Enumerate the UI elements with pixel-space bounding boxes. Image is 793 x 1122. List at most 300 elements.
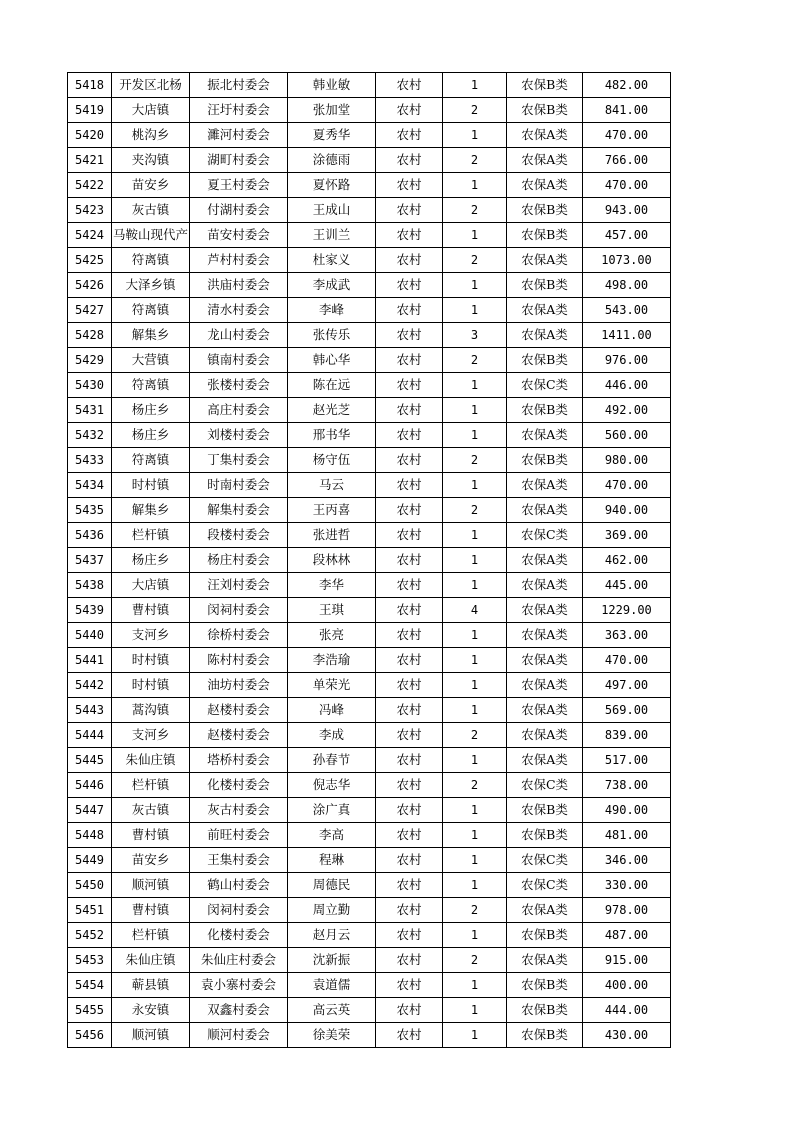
person-name-cell: 张加堂 <box>288 98 376 123</box>
village-committee-cell: 付湖村委会 <box>190 198 288 223</box>
village-committee-cell: 灰古村委会 <box>190 798 288 823</box>
table-row <box>68 773 671 798</box>
household-count-cell: 1 <box>443 373 507 398</box>
insurance-category-cell: 农保B类 <box>507 223 583 248</box>
person-name-cell: 张传乐 <box>288 323 376 348</box>
insurance-category-cell: 农保B类 <box>507 448 583 473</box>
township-cell: 栏杆镇 <box>112 923 190 948</box>
table-row <box>68 248 671 273</box>
record-id-cell: 5423 <box>68 198 112 223</box>
amount-cell: 839.00 <box>583 723 671 748</box>
record-id-cell: 5434 <box>68 473 112 498</box>
amount-cell: 430.00 <box>583 1023 671 1048</box>
amount-cell: 497.00 <box>583 673 671 698</box>
table-row <box>68 1023 671 1048</box>
household-count-cell: 2 <box>443 198 507 223</box>
person-name-cell: 孙春节 <box>288 748 376 773</box>
household-count-cell: 1 <box>443 673 507 698</box>
township-cell: 夹沟镇 <box>112 148 190 173</box>
record-id-cell: 5420 <box>68 123 112 148</box>
household-count-cell: 1 <box>443 523 507 548</box>
village-committee-cell: 镇南村委会 <box>190 348 288 373</box>
person-name-cell: 段林林 <box>288 548 376 573</box>
amount-cell: 1073.00 <box>583 248 671 273</box>
insurance-category-cell: 农保C类 <box>507 523 583 548</box>
person-name-cell: 李浩瑜 <box>288 648 376 673</box>
household-count-cell: 2 <box>443 723 507 748</box>
insurance-category-cell: 农保B类 <box>507 798 583 823</box>
area-type-cell: 农村 <box>376 173 443 198</box>
person-name-cell: 王成山 <box>288 198 376 223</box>
person-name-cell: 高云英 <box>288 998 376 1023</box>
area-type-cell: 农村 <box>376 848 443 873</box>
village-committee-cell: 濉河村委会 <box>190 123 288 148</box>
table-row <box>68 973 671 998</box>
area-type-cell: 农村 <box>376 548 443 573</box>
table-row <box>68 873 671 898</box>
amount-cell: 517.00 <box>583 748 671 773</box>
household-count-cell: 2 <box>443 448 507 473</box>
township-cell: 苗安乡 <box>112 173 190 198</box>
household-count-cell: 1 <box>443 473 507 498</box>
area-type-cell: 农村 <box>376 598 443 623</box>
household-count-cell: 2 <box>443 348 507 373</box>
village-committee-cell: 赵楼村委会 <box>190 723 288 748</box>
household-count-cell: 1 <box>443 223 507 248</box>
area-type-cell: 农村 <box>376 798 443 823</box>
township-cell: 蒿沟镇 <box>112 698 190 723</box>
insurance-category-cell: 农保A类 <box>507 648 583 673</box>
village-committee-cell: 化楼村委会 <box>190 773 288 798</box>
record-id-cell: 5428 <box>68 323 112 348</box>
person-name-cell: 张进哲 <box>288 523 376 548</box>
table-row <box>68 523 671 548</box>
area-type-cell: 农村 <box>376 723 443 748</box>
record-id-cell: 5433 <box>68 448 112 473</box>
record-id-cell: 5447 <box>68 798 112 823</box>
table-row <box>68 273 671 298</box>
insurance-category-cell: 农保B类 <box>507 923 583 948</box>
village-committee-cell: 塔桥村委会 <box>190 748 288 773</box>
household-count-cell: 1 <box>443 423 507 448</box>
township-cell: 符离镇 <box>112 448 190 473</box>
amount-cell: 980.00 <box>583 448 671 473</box>
record-id-cell: 5418 <box>68 73 112 98</box>
area-type-cell: 农村 <box>376 148 443 173</box>
table-row <box>68 448 671 473</box>
area-type-cell: 农村 <box>376 323 443 348</box>
amount-cell: 346.00 <box>583 848 671 873</box>
person-name-cell: 杨守伍 <box>288 448 376 473</box>
record-id-cell: 5441 <box>68 648 112 673</box>
household-count-cell: 1 <box>443 998 507 1023</box>
record-id-cell: 5436 <box>68 523 112 548</box>
area-type-cell: 农村 <box>376 1023 443 1048</box>
table-row <box>68 423 671 448</box>
table-row <box>68 698 671 723</box>
township-cell: 支河乡 <box>112 623 190 648</box>
area-type-cell: 农村 <box>376 498 443 523</box>
village-committee-cell: 湖町村委会 <box>190 148 288 173</box>
township-cell: 解集乡 <box>112 323 190 348</box>
table-row <box>68 723 671 748</box>
insurance-category-cell: 农保C类 <box>507 848 583 873</box>
record-id-cell: 5430 <box>68 373 112 398</box>
household-count-cell: 1 <box>443 648 507 673</box>
township-cell: 符离镇 <box>112 373 190 398</box>
area-type-cell: 农村 <box>376 198 443 223</box>
village-committee-cell: 朱仙庄村委会 <box>190 948 288 973</box>
township-cell: 解集乡 <box>112 498 190 523</box>
insurance-category-cell: 农保C类 <box>507 873 583 898</box>
insurance-category-cell: 农保C类 <box>507 373 583 398</box>
person-name-cell: 王训兰 <box>288 223 376 248</box>
person-name-cell: 冯峰 <box>288 698 376 723</box>
insurance-category-cell: 农保B类 <box>507 73 583 98</box>
area-type-cell: 农村 <box>376 648 443 673</box>
insurance-category-cell: 农保B类 <box>507 1023 583 1048</box>
township-cell: 顺河镇 <box>112 1023 190 1048</box>
record-id-cell: 5435 <box>68 498 112 523</box>
household-count-cell: 1 <box>443 748 507 773</box>
amount-cell: 492.00 <box>583 398 671 423</box>
village-committee-cell: 洪庙村委会 <box>190 273 288 298</box>
table-row <box>68 823 671 848</box>
amount-cell: 978.00 <box>583 898 671 923</box>
village-committee-cell: 闵祠村委会 <box>190 598 288 623</box>
village-committee-cell: 顺河村委会 <box>190 1023 288 1048</box>
township-cell: 曹村镇 <box>112 598 190 623</box>
person-name-cell: 涂广真 <box>288 798 376 823</box>
record-id-cell: 5437 <box>68 548 112 573</box>
amount-cell: 481.00 <box>583 823 671 848</box>
table-row <box>68 148 671 173</box>
village-committee-cell: 振北村委会 <box>190 73 288 98</box>
amount-cell: 738.00 <box>583 773 671 798</box>
person-name-cell: 陈在远 <box>288 373 376 398</box>
person-name-cell: 韩心华 <box>288 348 376 373</box>
record-id-cell: 5427 <box>68 298 112 323</box>
household-count-cell: 1 <box>443 823 507 848</box>
amount-cell: 462.00 <box>583 548 671 573</box>
person-name-cell: 夏怀路 <box>288 173 376 198</box>
area-type-cell: 农村 <box>376 398 443 423</box>
township-cell: 蕲县镇 <box>112 973 190 998</box>
township-cell: 时村镇 <box>112 648 190 673</box>
household-count-cell: 1 <box>443 573 507 598</box>
village-committee-cell: 袁小寨村委会 <box>190 973 288 998</box>
amount-cell: 470.00 <box>583 123 671 148</box>
township-cell: 符离镇 <box>112 298 190 323</box>
township-cell: 符离镇 <box>112 248 190 273</box>
table-row <box>68 673 671 698</box>
insurance-category-cell: 农保A类 <box>507 173 583 198</box>
township-cell: 时村镇 <box>112 673 190 698</box>
village-committee-cell: 鹤山村委会 <box>190 873 288 898</box>
person-name-cell: 倪志华 <box>288 773 376 798</box>
village-committee-cell: 苗安村委会 <box>190 223 288 248</box>
household-count-cell: 2 <box>443 898 507 923</box>
person-name-cell: 马云 <box>288 473 376 498</box>
insurance-category-cell: 农保A类 <box>507 323 583 348</box>
village-committee-cell: 化楼村委会 <box>190 923 288 948</box>
record-id-cell: 5453 <box>68 948 112 973</box>
household-count-cell: 1 <box>443 298 507 323</box>
person-name-cell: 王丙喜 <box>288 498 376 523</box>
table-row <box>68 98 671 123</box>
village-committee-cell: 汪圩村委会 <box>190 98 288 123</box>
insurance-category-cell: 农保A类 <box>507 473 583 498</box>
record-id-cell: 5449 <box>68 848 112 873</box>
household-count-cell: 1 <box>443 698 507 723</box>
amount-cell: 444.00 <box>583 998 671 1023</box>
village-committee-cell: 汪刘村委会 <box>190 573 288 598</box>
table-row <box>68 498 671 523</box>
household-count-cell: 2 <box>443 948 507 973</box>
person-name-cell: 赵月云 <box>288 923 376 948</box>
table-row <box>68 648 671 673</box>
insurance-category-cell: 农保B类 <box>507 998 583 1023</box>
township-cell: 曹村镇 <box>112 823 190 848</box>
amount-cell: 560.00 <box>583 423 671 448</box>
village-committee-cell: 段楼村委会 <box>190 523 288 548</box>
household-count-cell: 2 <box>443 773 507 798</box>
table-row <box>68 573 671 598</box>
amount-cell: 470.00 <box>583 173 671 198</box>
township-cell: 桃沟乡 <box>112 123 190 148</box>
person-name-cell: 周立勤 <box>288 898 376 923</box>
village-committee-cell: 高庄村委会 <box>190 398 288 423</box>
person-name-cell: 李成 <box>288 723 376 748</box>
person-name-cell: 张亮 <box>288 623 376 648</box>
household-count-cell: 2 <box>443 498 507 523</box>
insurance-category-cell: 农保C类 <box>507 773 583 798</box>
record-id-cell: 5446 <box>68 773 112 798</box>
record-id-cell: 5456 <box>68 1023 112 1048</box>
household-count-cell: 1 <box>443 1023 507 1048</box>
area-type-cell: 农村 <box>376 298 443 323</box>
person-name-cell: 王琪 <box>288 598 376 623</box>
area-type-cell: 农村 <box>376 248 443 273</box>
record-id-cell: 5432 <box>68 423 112 448</box>
amount-cell: 915.00 <box>583 948 671 973</box>
insurance-category-cell: 农保B类 <box>507 273 583 298</box>
area-type-cell: 农村 <box>376 273 443 298</box>
table-row <box>68 123 671 148</box>
insurance-category-cell: 农保A类 <box>507 948 583 973</box>
record-id-cell: 5445 <box>68 748 112 773</box>
amount-cell: 543.00 <box>583 298 671 323</box>
township-cell: 时村镇 <box>112 473 190 498</box>
person-name-cell: 徐美荣 <box>288 1023 376 1048</box>
township-cell: 大店镇 <box>112 98 190 123</box>
record-id-cell: 5444 <box>68 723 112 748</box>
person-name-cell: 单荣光 <box>288 673 376 698</box>
township-cell: 支河乡 <box>112 723 190 748</box>
table-row <box>68 848 671 873</box>
record-id-cell: 5422 <box>68 173 112 198</box>
amount-cell: 445.00 <box>583 573 671 598</box>
area-type-cell: 农村 <box>376 123 443 148</box>
insurance-category-cell: 农保B类 <box>507 823 583 848</box>
township-cell: 杨庄乡 <box>112 548 190 573</box>
insurance-category-cell: 农保A类 <box>507 548 583 573</box>
insurance-category-cell: 农保A类 <box>507 573 583 598</box>
household-count-cell: 1 <box>443 873 507 898</box>
amount-cell: 490.00 <box>583 798 671 823</box>
area-type-cell: 农村 <box>376 898 443 923</box>
amount-cell: 446.00 <box>583 373 671 398</box>
record-id-cell: 5426 <box>68 273 112 298</box>
person-name-cell: 沈新振 <box>288 948 376 973</box>
person-name-cell: 袁道儒 <box>288 973 376 998</box>
township-cell: 苗安乡 <box>112 848 190 873</box>
person-name-cell: 程琳 <box>288 848 376 873</box>
insurance-category-cell: 农保A类 <box>507 298 583 323</box>
record-id-cell: 5431 <box>68 398 112 423</box>
person-name-cell: 李华 <box>288 573 376 598</box>
township-cell: 栏杆镇 <box>112 523 190 548</box>
record-id-cell: 5443 <box>68 698 112 723</box>
area-type-cell: 农村 <box>376 673 443 698</box>
table-row <box>68 748 671 773</box>
person-name-cell: 邢书华 <box>288 423 376 448</box>
insurance-category-cell: 农保A类 <box>507 598 583 623</box>
village-committee-cell: 刘楼村委会 <box>190 423 288 448</box>
insurance-category-cell: 农保A类 <box>507 423 583 448</box>
household-count-cell: 1 <box>443 173 507 198</box>
insurance-category-cell: 农保A类 <box>507 673 583 698</box>
record-id-cell: 5421 <box>68 148 112 173</box>
household-count-cell: 1 <box>443 923 507 948</box>
area-type-cell: 农村 <box>376 923 443 948</box>
village-committee-cell: 清水村委会 <box>190 298 288 323</box>
record-id-cell: 5438 <box>68 573 112 598</box>
amount-cell: 369.00 <box>583 523 671 548</box>
record-id-cell: 5439 <box>68 598 112 623</box>
household-count-cell: 1 <box>443 623 507 648</box>
township-cell: 朱仙庄镇 <box>112 748 190 773</box>
record-id-cell: 5440 <box>68 623 112 648</box>
area-type-cell: 农村 <box>376 873 443 898</box>
area-type-cell: 农村 <box>376 473 443 498</box>
insurance-category-cell: 农保B类 <box>507 348 583 373</box>
township-cell: 灰古镇 <box>112 198 190 223</box>
village-committee-cell: 张楼村委会 <box>190 373 288 398</box>
person-name-cell: 李峰 <box>288 298 376 323</box>
person-name-cell: 韩业敏 <box>288 73 376 98</box>
household-count-cell: 1 <box>443 973 507 998</box>
amount-cell: 569.00 <box>583 698 671 723</box>
household-count-cell: 4 <box>443 598 507 623</box>
township-cell: 杨庄乡 <box>112 423 190 448</box>
table-row <box>68 948 671 973</box>
relief-roster-table <box>67 72 671 1048</box>
area-type-cell: 农村 <box>376 348 443 373</box>
township-cell: 顺河镇 <box>112 873 190 898</box>
area-type-cell: 农村 <box>376 573 443 598</box>
village-committee-cell: 杨庄村委会 <box>190 548 288 573</box>
insurance-category-cell: 农保B类 <box>507 398 583 423</box>
household-count-cell: 1 <box>443 73 507 98</box>
table-row <box>68 223 671 248</box>
record-id-cell: 5451 <box>68 898 112 923</box>
insurance-category-cell: 农保A类 <box>507 748 583 773</box>
record-id-cell: 5455 <box>68 998 112 1023</box>
household-count-cell: 3 <box>443 323 507 348</box>
household-count-cell: 1 <box>443 398 507 423</box>
insurance-category-cell: 农保A类 <box>507 248 583 273</box>
amount-cell: 487.00 <box>583 923 671 948</box>
insurance-category-cell: 农保A类 <box>507 898 583 923</box>
amount-cell: 470.00 <box>583 473 671 498</box>
amount-cell: 498.00 <box>583 273 671 298</box>
area-type-cell: 农村 <box>376 823 443 848</box>
village-committee-cell: 丁集村委会 <box>190 448 288 473</box>
area-type-cell: 农村 <box>376 73 443 98</box>
village-committee-cell: 陈村村委会 <box>190 648 288 673</box>
village-committee-cell: 芦村村委会 <box>190 248 288 273</box>
table-row <box>68 623 671 648</box>
record-id-cell: 5450 <box>68 873 112 898</box>
insurance-category-cell: 农保A类 <box>507 623 583 648</box>
table-body <box>68 73 671 1048</box>
table-row <box>68 73 671 98</box>
table-row <box>68 298 671 323</box>
record-id-cell: 5452 <box>68 923 112 948</box>
insurance-category-cell: 农保A类 <box>507 498 583 523</box>
table-row <box>68 473 671 498</box>
township-cell: 永安镇 <box>112 998 190 1023</box>
village-committee-cell: 闵祠村委会 <box>190 898 288 923</box>
household-count-cell: 2 <box>443 148 507 173</box>
household-count-cell: 1 <box>443 273 507 298</box>
area-type-cell: 农村 <box>376 373 443 398</box>
record-id-cell: 5429 <box>68 348 112 373</box>
township-cell: 马鞍山现代产 <box>112 223 190 248</box>
record-id-cell: 5454 <box>68 973 112 998</box>
township-cell: 开发区北杨 <box>112 73 190 98</box>
amount-cell: 457.00 <box>583 223 671 248</box>
township-cell: 大营镇 <box>112 348 190 373</box>
village-committee-cell: 解集村委会 <box>190 498 288 523</box>
area-type-cell: 农村 <box>376 998 443 1023</box>
record-id-cell: 5442 <box>68 673 112 698</box>
area-type-cell: 农村 <box>376 223 443 248</box>
village-committee-cell: 夏王村委会 <box>190 173 288 198</box>
table-row <box>68 373 671 398</box>
village-committee-cell: 油坊村委会 <box>190 673 288 698</box>
record-id-cell: 5424 <box>68 223 112 248</box>
table-row <box>68 398 671 423</box>
amount-cell: 400.00 <box>583 973 671 998</box>
insurance-category-cell: 农保A类 <box>507 148 583 173</box>
amount-cell: 482.00 <box>583 73 671 98</box>
township-cell: 灰古镇 <box>112 798 190 823</box>
table-row <box>68 998 671 1023</box>
table-row <box>68 598 671 623</box>
township-cell: 曹村镇 <box>112 898 190 923</box>
township-cell: 大泽乡镇 <box>112 273 190 298</box>
village-committee-cell: 龙山村委会 <box>190 323 288 348</box>
table-row <box>68 323 671 348</box>
record-id-cell: 5425 <box>68 248 112 273</box>
village-committee-cell: 前旺村委会 <box>190 823 288 848</box>
amount-cell: 976.00 <box>583 348 671 373</box>
area-type-cell: 农村 <box>376 423 443 448</box>
person-name-cell: 涂德雨 <box>288 148 376 173</box>
insurance-category-cell: 农保A类 <box>507 698 583 723</box>
